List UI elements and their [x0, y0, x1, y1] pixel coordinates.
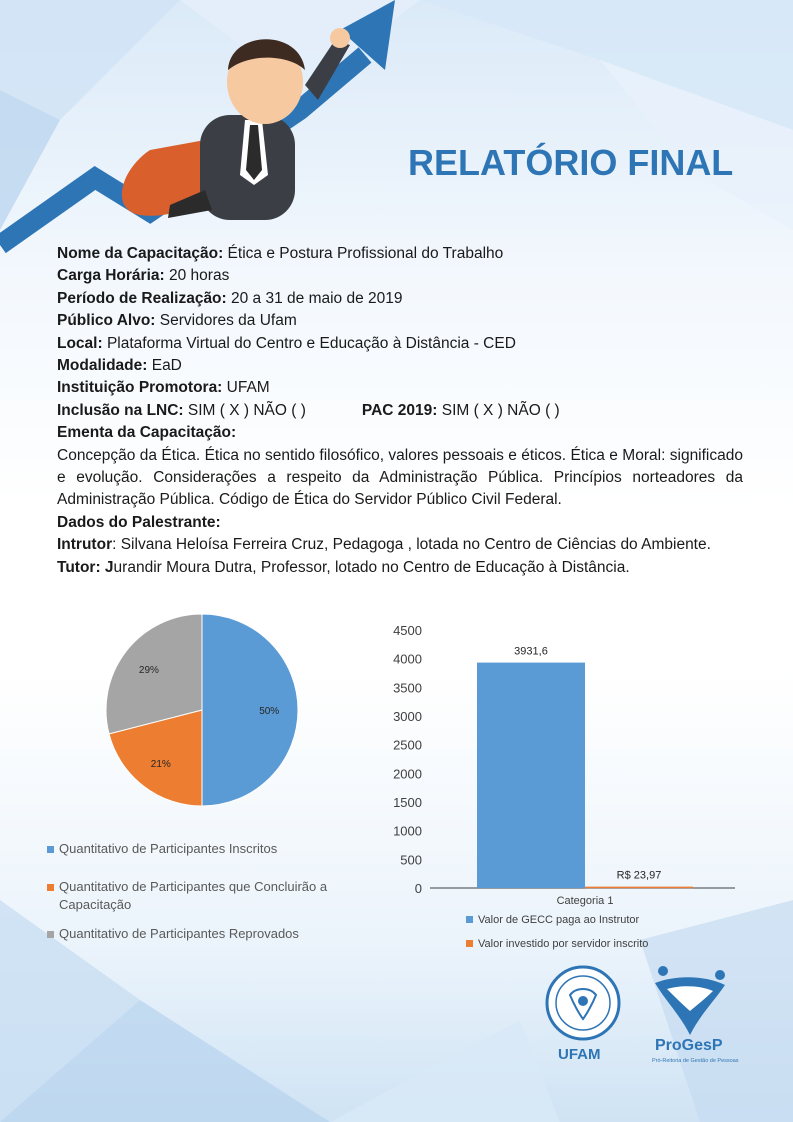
- periodo-row: [57, 288, 743, 310]
- ementa-text: Concepção da Ética. Ética no sentido filosófico, valores pessoais e éticos. Ética e Moral: significado e evolução. Considerações a respeito da Administração Pública. Princípios norteadores da Administração Pública. Código de Ética do Servidor Público Civil Federal.: [57, 446, 743, 509]
- legend-swatch-blue: [47, 846, 54, 853]
- y-tick-label: 2500: [393, 737, 422, 753]
- progesp-subtitle: Pró-Reitoria de Gestão de Pessoas: [652, 1058, 739, 1064]
- bar-data-label-gecc: 3931,6: [514, 645, 548, 658]
- pie-label-concluirao: 21%: [150, 759, 171, 771]
- nome-row: [57, 243, 743, 265]
- instituicao-row: [57, 377, 743, 399]
- tutor-row: [57, 557, 743, 579]
- pac-group: [362, 402, 560, 419]
- pie-legend-label: Quantitativo de Participantes Reprovados: [59, 926, 299, 941]
- local-label: Local:: [57, 334, 103, 352]
- pac-value: SIM ( X ) NÃO ( ): [437, 401, 560, 419]
- bar-data-label-servidor: R$ 23,97: [616, 869, 662, 882]
- periodo-label: Período de Realização:: [57, 289, 227, 307]
- tutor-label: Tutor: J: [57, 558, 114, 576]
- y-tick-label: 1500: [393, 795, 422, 810]
- y-tick-label: 2000: [393, 766, 422, 782]
- periodo-value: 20 a 31 de maio de 2019: [226, 289, 403, 307]
- intrutor-value: : Silvana Heloísa Ferreira Cruz, Pedagoga , lotada no Centro de Ciências do Ambiente.: [112, 536, 711, 554]
- lnc-pac-row: [57, 400, 743, 422]
- progesp-label: ProGesP: [655, 1037, 723, 1054]
- participants-pie-chart: [90, 600, 320, 820]
- nome-label: Nome da Capacitação:: [57, 245, 224, 262]
- instituicao-label: Instituição Promotora:: [57, 379, 223, 397]
- legend-swatch-blue: [466, 916, 473, 923]
- investment-bar-chart: [380, 620, 760, 910]
- pac-label: PAC 2019:: [361, 401, 438, 419]
- pie-legend-item-inscritos: [47, 840, 377, 858]
- bar-legend-item-servidor: [466, 937, 786, 951]
- dados-heading-row: [57, 512, 743, 534]
- bar-legend-label: Valor de GECC paga ao Instrutor: [478, 914, 640, 926]
- y-tick-label: 1000: [393, 823, 422, 839]
- y-tick-label: 500: [400, 852, 422, 868]
- ufam-seal-icon: [547, 967, 619, 1039]
- ufam-label: UFAM: [558, 1046, 601, 1063]
- carga-label: Carga Horária:: [57, 267, 165, 285]
- y-tick-label: 3000: [393, 709, 422, 724]
- training-info: [57, 243, 743, 579]
- legend-swatch-orange: [466, 940, 473, 947]
- pie-legend-label: Quantitativo de Participantes Inscritos: [59, 841, 278, 856]
- lnc-label: Inclusão na LNC:: [57, 401, 184, 419]
- legend-swatch-orange: [47, 884, 54, 891]
- pie-legend: [47, 840, 377, 954]
- carga-row: [57, 265, 743, 287]
- pie-legend-item-concluirao: [47, 878, 377, 914]
- legend-swatch-gray: [47, 931, 54, 938]
- ementa-heading-row: [57, 422, 743, 444]
- modalidade-value: EaD: [147, 357, 182, 375]
- modalidade-row: [57, 355, 743, 377]
- bar-y-axis: [393, 623, 422, 896]
- institution-logos: [540, 965, 760, 1045]
- y-tick-label: 3500: [393, 680, 422, 696]
- tutor-value: urandir Moura Dutra, Professor, lotado no Centro de Educação à Distância.: [113, 558, 630, 576]
- pie-label-inscritos: 50%: [259, 706, 280, 717]
- publico-row: [57, 310, 743, 332]
- local-row: [57, 333, 743, 355]
- bar-legend-label: Valor investido por servidor inscrito: [478, 938, 649, 950]
- pie-label-reprovados: 29%: [138, 664, 159, 676]
- y-tick-label: 0: [414, 881, 422, 896]
- intrutor-label: Intrutor: [57, 536, 113, 554]
- lnc-value: SIM ( X ) NÃO ( ): [183, 401, 306, 419]
- publico-value: Servidores da Ufam: [155, 312, 297, 330]
- pie-slice-inscritos: [202, 614, 298, 806]
- bar-legend: [466, 913, 786, 961]
- bar-valor-por-servidor: [585, 887, 693, 889]
- publico-label: Público Alvo:: [57, 312, 156, 330]
- bar-legend-item-gecc: [466, 913, 786, 927]
- dados-label: Dados do Palestrante:: [57, 513, 221, 531]
- nome-value: Ética e Postura Profissional do Trabalho: [223, 245, 504, 262]
- modalidade-label: Modalidade:: [57, 357, 148, 375]
- instituicao-value: UFAM: [222, 379, 270, 397]
- y-tick-label: 4000: [393, 651, 422, 667]
- pie-legend-label: Quantitativo de Participantes que Concluirão a Capacitação: [59, 879, 328, 912]
- x-category-label: Categoria 1: [556, 895, 614, 907]
- intrutor-row: [57, 534, 743, 556]
- local-value: Plataforma Virtual do Centro e Educação à Distância - CED: [102, 334, 516, 352]
- y-tick-label: 4500: [393, 623, 422, 638]
- carga-value: 20 horas: [164, 267, 230, 285]
- progesp-logo-icon: [655, 966, 725, 1035]
- report-title: RELATÓRIO FINAL: [408, 142, 734, 183]
- ementa-label: Ementa da Capacitação:: [57, 424, 237, 442]
- pie-legend-item-reprovados: [47, 925, 377, 943]
- bar-gecc-instrutor: [477, 663, 585, 888]
